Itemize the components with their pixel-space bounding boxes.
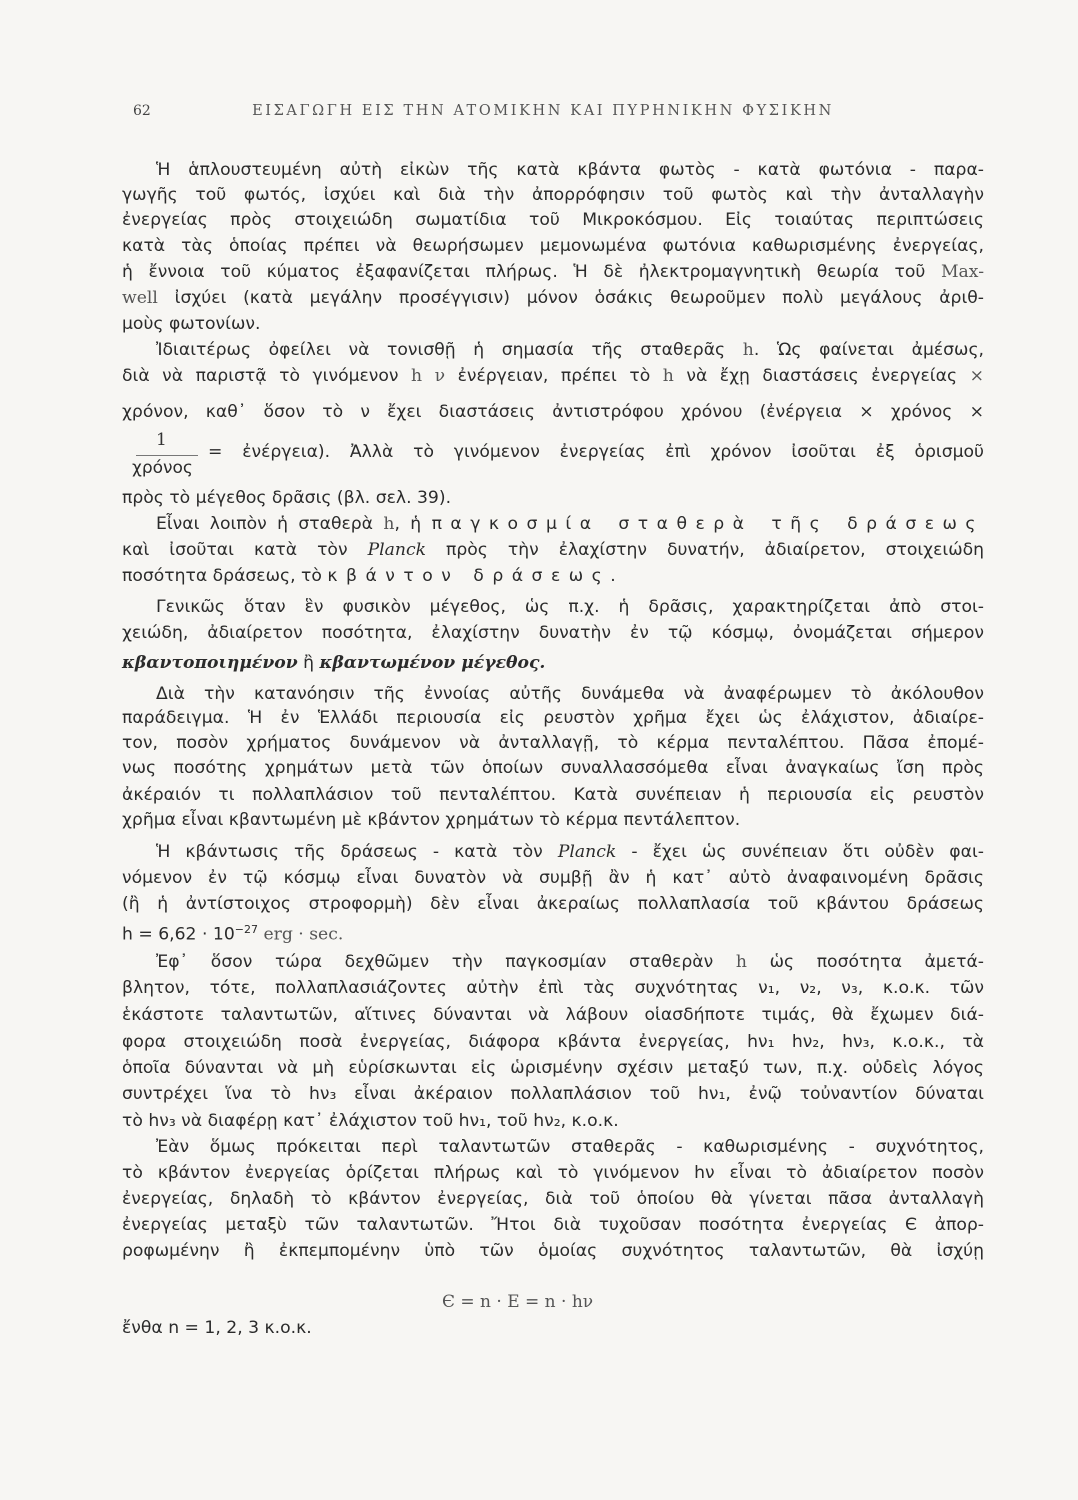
paragraph-7-line: Ἐφ᾽ ὅσον τώρα δεχθῶμεν τὴν παγκοσμίαν σταθερὰν h ὡς ποσότητα ἀμετά-: [156, 952, 984, 972]
paragraph-2-line: πρὸς τὸ μέγεθος δρᾶσις (βλ. σελ. 39).: [122, 488, 452, 508]
paragraph-2-line: = ἐνέργεια). Ἀλλὰ τὸ γινόμενον ἐνεργείας ἐπὶ χρόνον ἰσοῦται ἐξ ὁρισμοῦ: [208, 442, 984, 462]
paragraph-1-line: μοὺς φωτονίων.: [122, 314, 261, 334]
paragraph-5-line: παράδειγμα. Ἡ ἐν Ἑλλάδι περιουσία εἰς ρευστὸν χρῆμα ἔχει ὡς ἐλάχιστον, ἀδιαίρε-: [122, 708, 984, 728]
paragraph-3-line: Εἶναι λοιπὸν ἡ σταθερὰ h, ἡ παγκοσμία σταθερὰ τῆς δράσεως: [156, 514, 984, 534]
paragraph-7-line: φορα στοιχειώδη ποσὰ ἐνεργείας, διάφορα κβάντα ἐνεργείας, hν₁ hν₂, hν₃, κ.ο.κ., τὰ: [122, 1032, 984, 1052]
paragraph-2-line: διὰ νὰ παριστᾷ τὸ γινόμενον h ν ἐνέργειαν, πρέπει τὸ h νὰ ἔχῃ διαστάσεις ἐνεργείας ×: [122, 366, 984, 386]
paragraph-5-line: χρῆμα εἶναι κβαντωμένη μὲ κβάντον χρημάτων τὸ κέρμα πεντάλεπτον.: [122, 810, 741, 830]
paragraph-2-line: χρόνον, καθ᾽ ὅσον τὸ ν ἔχει διαστάσεις ἀντιστρόφου χρόνου (ἐνέργεια × χρόνος ×: [122, 402, 984, 422]
paragraph-7-line: συντρέχει ἵνα τὸ hν₃ εἶναι ἀκέραιον πολλαπλάσιον τοῦ hν₁, ἐνῷ τοὐναντίον δύναται: [122, 1084, 984, 1104]
paragraph-4-line: Γενικῶς ὅταν ἓν φυσικὸν μέγεθος, ὡς π.χ. ἡ δρᾶσις, χαρακτηρίζεται ἀπὸ στοι-: [156, 597, 984, 617]
paragraph-7-line: ὁποῖα δύνανται νὰ μὴ εὑρίσκωνται εἰς ὡρισμένην σχέσιν μεταξύ των, π.χ. οὐδεὶς λόγος: [122, 1058, 984, 1078]
paragraph-8-line: Ἐὰν ὅμως πρόκειται περὶ ταλαντωτῶν σταθερᾶς - καθωρισμένης - συχνότητος,: [156, 1137, 984, 1157]
paragraph-5-line: τον, ποσὸν χρήματος δυνάμενον νὰ ἀνταλλαγῇ, τὸ κέρμα πενταλέπτου. Πᾶσα ἐπομέ-: [122, 733, 984, 753]
paragraph-8-line: ἐνεργείας μεταξὺ τῶν ταλαντωτῶν. Ἤτοι διὰ τυχοῦσαν ποσότητα ἐνεργείας Є ἀπορ-: [122, 1215, 984, 1235]
paragraph-6-line: (ἢ ἡ ἀντίστοιχος στροφορμὴ) δὲν εἶναι ἀκεραίως πολλαπλασία τοῦ κβάντου δράσεως: [122, 894, 984, 914]
running-title: ΕΙΣΑΓΩΓΗ ΕΙΣ ΤΗΝ ΑΤΟΜΙΚΗΝ ΚΑΙ ΠΥΡΗΝΙΚΗΝ ΦΥΣΙΚΗΝ: [252, 103, 834, 119]
paragraph-5-line: Διὰ τὴν κατανόησιν τῆς ἐννοίας αὐτῆς δυνάμεθα νὰ ἀναφέρωμεν τὸ ἀκόλουθον: [156, 684, 984, 704]
page-number: 62: [133, 103, 151, 119]
paragraph-6-line: $h = 6,62 \cdot 10^{-27}$ erg · sec.: [122, 923, 344, 945]
paragraph-5-line: ἀκέραιόν τι πολλαπλάσιον τοῦ πενταλέπτου. Κατὰ συνέπειαν ἡ περιουσία εἰς ρευστὸν: [122, 785, 984, 805]
paragraph-4-line: κβαντοποιημένον ἢ κβαντωμένον μέγεθος.: [122, 653, 546, 673]
paragraph-8-line: τὸ κβάντον ἐνεργείας ὁρίζεται πλήρως καὶ τὸ γινόμενον hν εἶναι τὸ ἀδιαίρετον ποσὸν: [122, 1163, 984, 1183]
paragraph-1-line: Ἡ ἁπλουστευμένη αὐτὴ εἰκὼν τῆς κατὰ κβάντα φωτὸς - κατὰ φωτόνια - παρα-: [156, 160, 984, 180]
display-equation: Є = n · E = n · hν: [442, 1292, 594, 1312]
paragraph-3-line: ποσότητα δράσεως, τὸ κβάντον δράσεως.: [122, 566, 625, 586]
paragraph-1-line: κατὰ τὰς ὁποίας πρέπει νὰ θεωρήσωμεν μεμονωμένα φωτόνια καθωρισμένης ἐνεργείας,: [122, 236, 984, 256]
paragraph-3-line: καὶ ἰσοῦται κατὰ τὸν Planck πρὸς τὴν ἐλαχίστην δυνατήν, ἀδιαίρετον, στοιχειώδη: [122, 540, 985, 560]
fraction-denominator: χρόνος: [132, 458, 193, 478]
paragraph-7-line: βλητον, τότε, πολλαπλασιάζοντες αὐτὴν ἐπὶ τὰς συχνότητας ν₁, ν₂, ν₃, κ.ο.κ. τῶν: [122, 978, 984, 998]
paragraph-6-line: Ἡ κβάντωσις τῆς δράσεως - κατὰ τὸν Planck - ἔχει ὡς συνέπειαν ὅτι οὐδὲν φαι-: [156, 842, 984, 862]
paragraph-7-line: τὸ hν₃ νὰ διαφέρῃ κατ᾽ ἐλάχιστον τοῦ hν₁, τοῦ hν₂, κ.ο.κ.: [122, 1111, 619, 1131]
paragraph-1-line: ἐνεργείας πρὸς στοιχειώδη σωματίδια τοῦ Μικροκόσμου. Εἰς τοιαύτας περιπτώσεις: [122, 210, 984, 230]
paragraph-8-line: ροφωμένην ἢ ἐκπεμπομένην ὑπὸ τῶν ὁμοίας συχνότητος ταλαντωτῶν, θὰ ἰσχύῃ: [122, 1241, 984, 1261]
paragraph-1-line: γωγῆς τοῦ φωτός, ἰσχύει καὶ διὰ τὴν ἀπορρόφησιν τοῦ φωτὸς καὶ τὴν ἀνταλλαγὴν: [122, 185, 984, 205]
paragraph-5-line: νως ποσότης χρημάτων μετὰ τῶν ὁποίων συναλλασσόμεθα εἶναι ἀναγκαίως ἴση πρὸς: [122, 758, 984, 778]
fraction-bar: [136, 455, 198, 456]
paragraph-6-line: νόμενον ἐν τῷ κόσμῳ εἶναι δυνατὸν νὰ συμβῇ ἂν ἡ κατ᾽ αὐτὸ ἀναφαινομένη δρᾶσις: [122, 868, 984, 888]
defined-term: κβαντοποιημένον: [122, 653, 298, 673]
paragraph-4-line: χειώδη, ἀδιαίρετον ποσότητα, ἐλαχίστην δυνατὴν ἐν τῷ κόσμῳ, ὀνομάζεται σήμερον: [122, 623, 984, 643]
paragraph-1-line: well ἰσχύει (κατὰ μεγάλην προσέγγισιν) μόνον ὁσάκις θεωροῦμεν πολὺ μεγάλους ἀριθ-: [122, 288, 984, 308]
paragraph-1-line: ἡ ἔννοια τοῦ κύματος ἐξαφανίζεται πλήρως. Ἡ δὲ ἠλεκτρομαγνητικὴ θεωρία τοῦ Max-: [122, 262, 984, 282]
name-maxwell-part: Max-: [940, 262, 984, 282]
fraction-numerator: 1: [156, 430, 167, 450]
defined-term: κβαντωμένον μέγεθος.: [319, 653, 546, 673]
paragraph-7-line: ἑκάστοτε ταλαντωτῶν, αἵτινες δύνανται νὰ λάβουν οἱασδήποτε τιμάς, θὰ ἔχωμεν διά-: [122, 1005, 984, 1025]
name-planck: Planck: [557, 842, 617, 862]
spaced-emphasis: παγκοσμία σταθερὰ τῆς δράσεως: [431, 514, 984, 534]
spaced-emphasis: κβάντον δράσεως.: [327, 566, 625, 586]
equation-note-line: ἔνθα n = 1, 2, 3 κ.ο.κ.: [122, 1318, 312, 1338]
name-maxwell-part: well: [122, 288, 158, 308]
paragraph-2-line: Ἰδιαιτέρως ὀφείλει νὰ τονισθῇ ἡ σημασία τῆς σταθερᾶς h. Ὡς φαίνεται ἀμέσως,: [156, 340, 985, 360]
name-planck: Planck: [367, 540, 426, 560]
page-header: [133, 103, 953, 127]
paragraph-8-line: ἐνεργείας, δηλαδὴ τὸ κβάντον ἐνεργείας, διὰ τοῦ ὁποίου θὰ γίνεται πᾶσα ἀνταλλαγὴ: [122, 1189, 984, 1209]
